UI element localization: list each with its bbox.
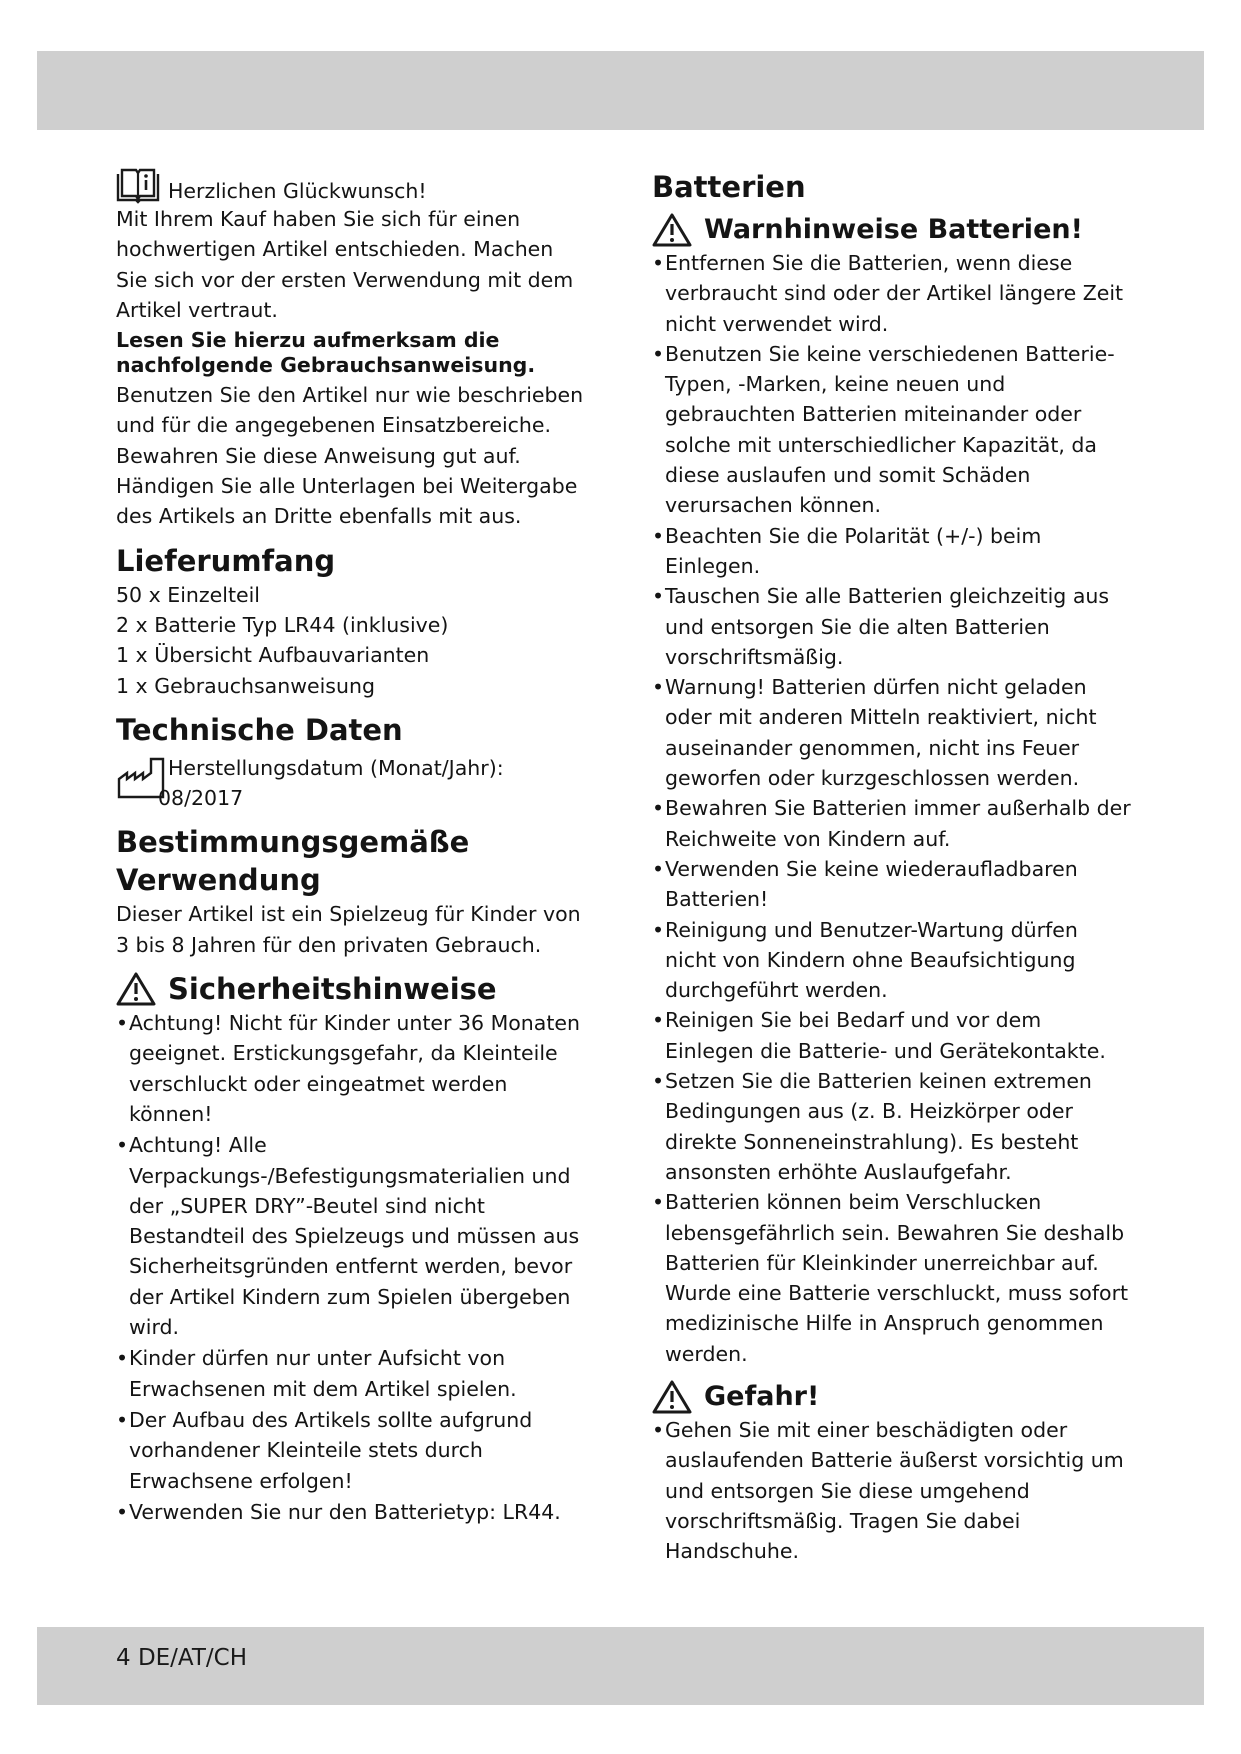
battery-warning-item: • Verwenden Sie keine wiederaufladbaren Batterien! [652, 854, 1132, 915]
danger-item: • Gehen Sie mit einer beschädigten oder auslaufenden Batterie äußerst vorsichtig um und entsorgen Sie diese umgehend vorschriftsmäßig. Tragen Sie dabei Handschuhe. [652, 1415, 1132, 1566]
battery-warning-item: • Bewahren Sie Batterien immer außerhalb der Reichweite von Kindern auf. [652, 793, 1132, 854]
intro-greeting-line [116, 168, 586, 204]
intro-greeting: Herzlichen Glückwunsch! [168, 179, 427, 203]
scope-item: 1 x Gebrauchsanweisung [116, 673, 375, 698]
battery-warning-item: • Tauschen Sie alle Batterien gleichzeitig aus und entsorgen Sie die alten Batterien vorschriftsmäßig. [652, 581, 1132, 672]
safety-item: • Der Aufbau des Artikels sollte aufgrund vorhandener Kleinteile stets durch Erwachsene erfolgen! [116, 1405, 586, 1496]
right-column [652, 168, 1132, 1566]
manufacture-date-label: Herstellungsdatum (Monat/Jahr): [168, 755, 504, 780]
scope-item: 2 x Batterie Typ LR44 (inklusive) [116, 612, 449, 637]
safety-heading: Sicherheitshinweise [168, 972, 497, 1007]
usage-text: Dieser Artikel ist ein Spielzeug für Kinder von 3 bis 8 Jahren für den privaten Gebrauch. [116, 902, 581, 957]
battery-warning-item: • Entfernen Sie die Batterien, wenn diese verbraucht sind oder der Artikel längere Zeit nicht verwendet wird. [652, 248, 1132, 339]
manual-book-icon [116, 168, 160, 204]
danger-heading: Gefahr! [704, 1380, 820, 1412]
battery-warning-item: • Reinigung und Benutzer-Wartung dürfen nicht von Kindern ohne Beaufsichtigung durchgeführt werden. [652, 915, 1132, 1006]
battery-warning-item: • Setzen Sie die Batterien keinen extremen Bedingungen aus (z. B. Heizkörper oder direkte Sonneneinstrahlung). Es besteht ansonsten erhöhte Auslaufgefahr. [652, 1066, 1132, 1187]
battery-warning-heading-row [652, 212, 1132, 248]
header-band [37, 51, 1204, 130]
left-column [116, 168, 586, 1528]
battery-warning-item: • Batterien können beim Verschlucken lebensgefährlich sein. Bewahren Sie deshalb Batterien für Kleinkinder unerreichbar auf. Wurde eine Batterie verschluckt, muss sofort medizinische Hilfe in Anspruch genommen werden. [652, 1187, 1132, 1369]
manufacture-date-block [116, 753, 586, 814]
manufacture-date-value: 08/2017 [158, 786, 244, 811]
safety-item: • Kinder dürfen nur unter Aufsicht von Erwachsenen mit dem Artikel spielen. [116, 1343, 586, 1404]
warning-icon [652, 1379, 692, 1415]
battery-warning-item: • Beachten Sie die Polarität (+/-) beim Einlegen. [652, 521, 1132, 582]
safety-item: • Achtung! Nicht für Kinder unter 36 Monaten geeignet. Erstickungsgefahr, da Kleinteile verschluckt oder eingeatmet werden können! [116, 1008, 586, 1129]
safety-item: • Achtung! Alle Verpackungs-/Befestigungsmaterialien und der „SUPER DRY”-Beutel sind nicht Bestandteil des Spielzeugs und müssen aus Sicherheitsgründen entfernt werden, bevor der Artikel Kindern zum Spielen übergeben wird. [116, 1130, 586, 1342]
scope-heading: Lieferumfang [116, 543, 336, 578]
scope-item: 1 x Übersicht Aufbauvarianten [116, 643, 430, 668]
danger-heading-row [652, 1379, 1132, 1415]
intro-paragraph: Mit Ihrem Kauf haben Sie sich für einen hochwertigen Artikel entschieden. Machen Sie sich vor der ersten Verwendung mit dem Artikel vertraut. [116, 207, 574, 322]
safety-item: • Verwenden Sie nur den Batterietyp: LR44. [116, 1497, 586, 1527]
scope-list [116, 580, 586, 701]
safety-heading-row [116, 970, 586, 1008]
page-footer: 4 DE/AT/CH [116, 1645, 248, 1671]
battery-warning-heading: Warnhinweise Batterien! [704, 214, 1083, 245]
danger-list [652, 1415, 1132, 1566]
warning-icon [652, 212, 692, 248]
tech-heading: Technische Daten [116, 712, 403, 747]
battery-warning-list [652, 248, 1132, 1369]
battery-warning-item: • Reinigen Sie bei Bedarf und vor dem Einlegen die Batterie- und Gerätekontakte. [652, 1005, 1132, 1066]
intro-paragraph-2: Benutzen Sie den Artikel nur wie beschrieben und für die angegebenen Einsatzbereiche. Bewahren Sie diese Anweisung gut auf. Händigen Sie alle Unterlagen bei Weitergabe des Artikels an Dritte ebenfalls mit aus. [116, 383, 584, 529]
usage-heading-line2: Verwendung [116, 863, 321, 898]
batteries-heading: Batterien [652, 170, 806, 204]
scope-item: 50 x Einzelteil [116, 582, 261, 607]
safety-list [116, 1008, 586, 1527]
warning-icon [116, 971, 156, 1007]
battery-warning-item: • Warnung! Batterien dürfen nicht geladen oder mit anderen Mitteln reaktiviert, nicht auseinander genommen, nicht ins Feuer geworfen oder kurzgeschlossen werden. [652, 672, 1132, 793]
usage-heading-line1: Bestimmungsgemäße [116, 825, 470, 860]
battery-warning-item: • Benutzen Sie keine verschiedenen Batterie-Typen, -Marken, keine neuen und gebrauchten Batterien miteinander oder solche mit unterschiedlicher Kapazität, da diese auslaufen und somit Schäden verursachen können. [652, 339, 1132, 521]
intro-bold-note: Lesen Sie hierzu aufmerksam die nachfolgende Gebrauchsanweisung. [116, 328, 536, 378]
